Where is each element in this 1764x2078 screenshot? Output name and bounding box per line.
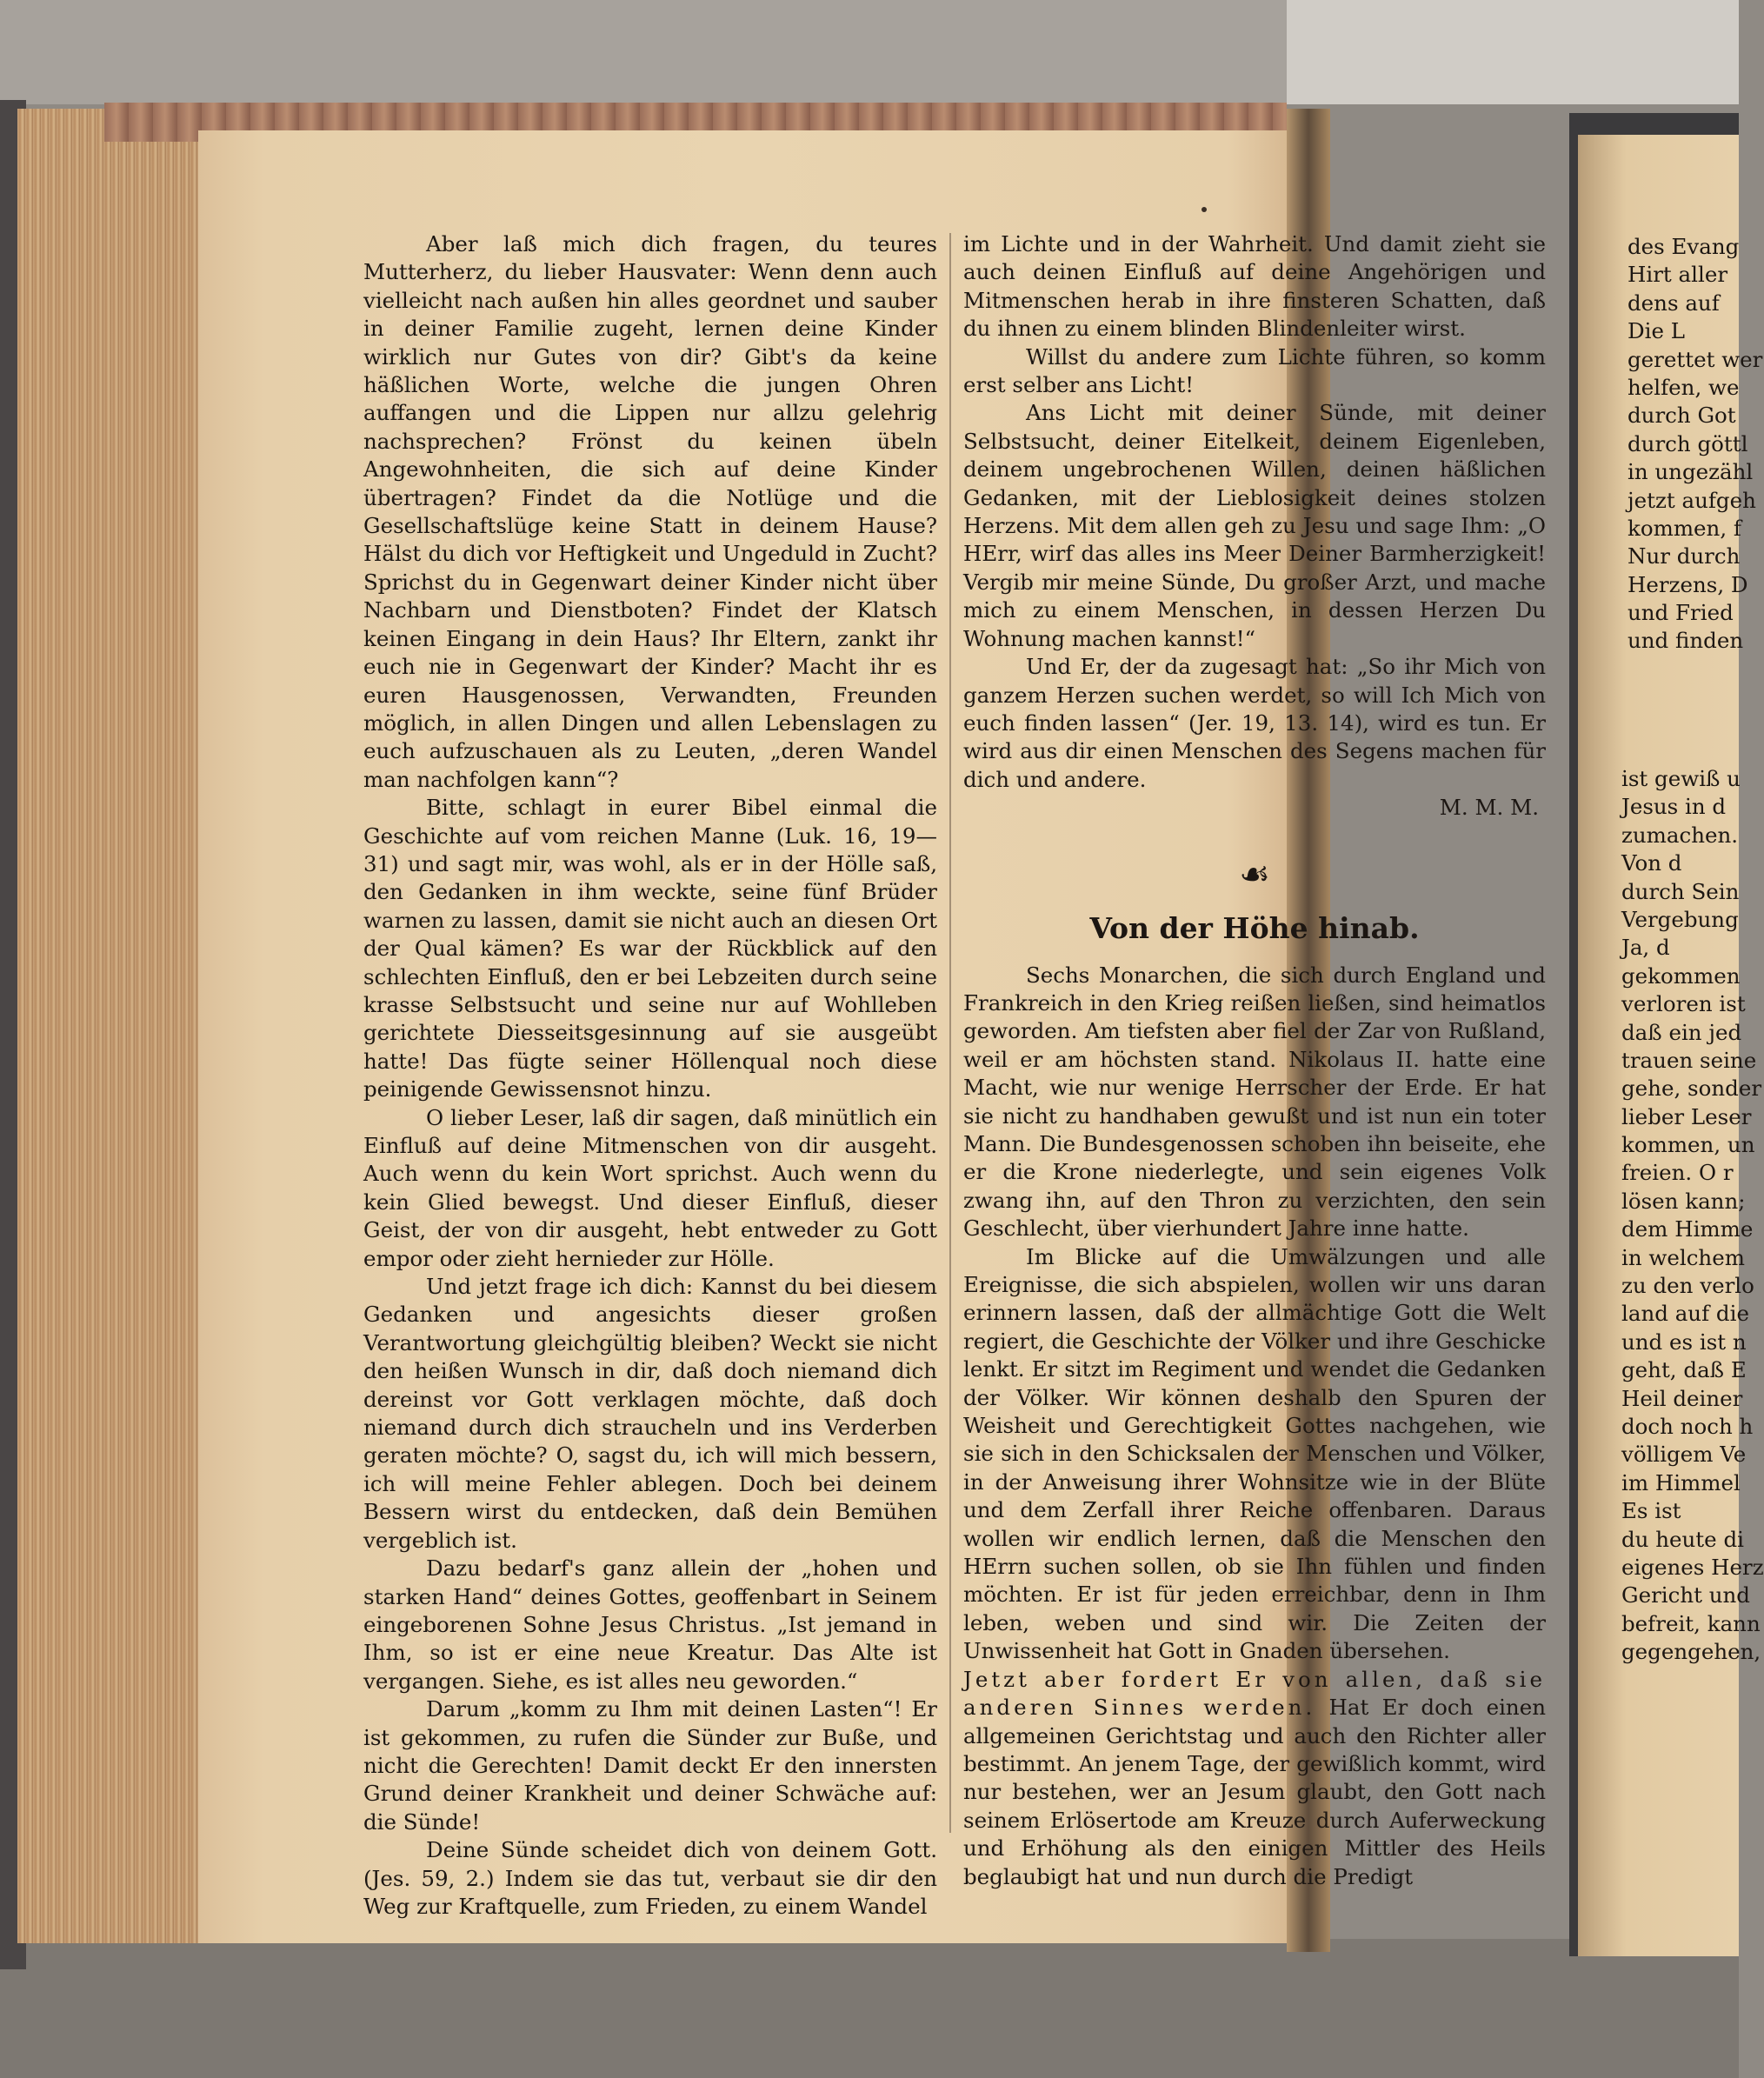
fragment-line: jetzt aufgeh bbox=[1628, 487, 1756, 513]
paragraph: Und jetzt frage ich dich: Kannst du bei diesem Gedanken und angesichts dieser großen Verantwortung gleichgültig bleiben? Weckt sie nicht den heißen Wunsch in dir, daß doch niemand dich dereinst vor Gott verklagen möchte, daß doch niemand durch dich straucheln und ins Verderben geraten möchte? O, sagst du, ich will mich bessern, ich will meine Fehler ablegen. Doch bei deinem Bessern wirst du entdecken, daß dein Bemühen vergeblich ist. bbox=[363, 1274, 937, 1553]
fragment-line: Heil deiner bbox=[1621, 1385, 1743, 1411]
paragraph: Dazu bedarf's ganz allein der „hohen und starken Hand“ deines Gottes, geoffenbart in Seinem eingeborenen Sohne Jesus Christus. „Ist jemand in Ihm, so ist er eine neue Kreatur. Das Alte ist vergangen. Siehe, es ist alles neu geworden.“ bbox=[363, 1555, 937, 1694]
scan-background-top-right bbox=[1287, 0, 1739, 104]
fragment-line: freien. O r bbox=[1621, 1160, 1734, 1186]
fragment-line: durch Got bbox=[1628, 403, 1736, 429]
spaced-emphasis: Jetzt aber fordert Er von allen, daß sie anderen Sinnes werden. bbox=[963, 1666, 1546, 1721]
fragment-line: gehe, sonder bbox=[1621, 1076, 1762, 1102]
page-stack-edge bbox=[17, 109, 200, 1943]
fragment-line: gekommen bbox=[1621, 962, 1741, 989]
fragment-line: in ungezähl bbox=[1628, 459, 1754, 485]
fragment-line: Es ist bbox=[1621, 1498, 1681, 1524]
fragment-line: verloren ist bbox=[1621, 991, 1746, 1017]
article-heading: Von der Höhe hinab. bbox=[1089, 910, 1420, 945]
text-column-middle bbox=[963, 230, 1546, 1891]
fragment-line: und finden bbox=[1628, 628, 1744, 654]
paragraph: Sechs Monarchen, die sich durch England und Frankreich in den Krieg reißen ließen, sind heimatlos geworden. Am tiefsten aber fiel der Zar von Rußland, weil er am höchsten stand. Nikolaus II. hatte eine Macht, wie nur wenige Herrscher der Erde. Er hat sie nicht zu handhaben gewußt und ist nun ein toter Mann. Die Bundesgenossen schoben ihn beiseite, ehe er die Krone niederlegte, und sein eigenes Volk zwang ihn, auf den Thron zu verzichten, den sein Geschlecht, über vierhundert Jahre inne hatte. bbox=[963, 962, 1546, 1242]
ornament-dot bbox=[1202, 207, 1207, 212]
fragment-line: ist gewiß u bbox=[1621, 766, 1741, 791]
paragraph: Ans Licht mit deiner Sünde, mit deiner Selbstsucht, deiner Eitelkeit, deinem Eigenleben, deinem ungebrochenen Willen, deinen häßlichen Gedanken, mit der Lieblosigkeit deines stolzen Herzens. Mit dem allen geh zu Jesu und sage Ihm: „O HErr, wirf das alles ins Meer Deiner Barmherzigkeit! Vergib mir meine Sünde, Du großer Arzt, und mache mich zu einem Menschen, in dessen Herzen Du Wohnung machen kannst!“ bbox=[963, 400, 1546, 651]
fragment-line: doch noch h bbox=[1621, 1413, 1754, 1439]
fragment-line: völligem Ve bbox=[1621, 1442, 1747, 1468]
fragment-line: dens auf bbox=[1628, 290, 1720, 316]
fragment-line: geht, daß E bbox=[1621, 1357, 1747, 1383]
fragment-line: durch Sein bbox=[1621, 878, 1740, 904]
scan-background-top bbox=[0, 0, 1287, 104]
paragraph: Aber laß mich dich fragen, du teures Mutterherz, du lieber Hausvater: Wenn denn auch vielleicht nach außen hin alles geordnet und sauber in deiner Familie zugeht, lernen deine Kinder wirklich nur Gutes von dir? Gibt's da keine häßlichen Worte, welche die jungen Ohren auffangen und die Lippen nur allzu gelehrig nachsprechen? Frönst du keinen übeln Angewohnheiten, die sich auf deine Kinder übertragen? Findet da die Notlüge und die Gesellschaftslüge keine Statt in deinem Hause? Hälst du dich vor Heftigkeit und Ungeduld in Zucht? Sprichst du in Gegenwart deiner Kinder nicht über Nachbarn und Dienstboten? Findet der Klatsch keinen Eingang in dein Haus? Ihr Eltern, zankt ihr euch nie in Gegenwart der Kinder? Macht ihr es euren Hausgenossen, Verwandten, Freunden möglich, in allen Dingen und allen Lebenslagen zu euch aufzuschauen als zu Leuten, „deren Wandel man nachfolgen kann“? bbox=[363, 231, 937, 792]
fragment-line: und Fried bbox=[1628, 600, 1734, 626]
paragraph: Im Blicke auf die Umwälzungen und alle Ereignisse, die sich abspielen, wollen wir uns daran erinnern lassen, daß der allmächtige Gott die Welt regiert, die Geschichte der Völker und ihre Geschicke lenkt. Er sitzt im Regiment und wendet die Gedanken der Völker. Wir können deshalb den Spuren der Weisheit und Gerechtigkeit Gottes nachgehen, wie sie sich in den Schicksalen der Menschen und Völker, in der Anweisung ihrer Wohnsitze wie in der Blüte und dem Zerfall ihrer Reiche offenbaren. Daraus wollen wir endlich lernen, daß die Menschen den HErrn suchen sollen, ob sie Ihn fühlen und finden möchten. Er ist für jeden erreichbar, denn in Ihm leben, weben und sind wir. Die Zeiten der Unwissenheit hat Gott in Gnaden übersehen. bbox=[963, 1243, 1546, 1664]
fragment-line: Nur durch bbox=[1628, 543, 1741, 569]
scan-background-bottom bbox=[0, 1939, 1739, 2078]
fragment-line: Hirt aller bbox=[1628, 262, 1728, 288]
fragment-line: im Himmel bbox=[1621, 1469, 1741, 1495]
fragment-line: Ja, d bbox=[1621, 935, 1670, 961]
fragment-line: zumachen. bbox=[1621, 822, 1739, 848]
fragment-line: befreit, kann bbox=[1621, 1610, 1761, 1636]
fragment-line: gerettet wer bbox=[1628, 346, 1763, 372]
fragment-line: des Evang bbox=[1628, 234, 1740, 259]
fragment-line: daß ein jed bbox=[1621, 1019, 1742, 1045]
fragment-line: kommen, un bbox=[1621, 1132, 1755, 1158]
fragment-line: kommen, f bbox=[1628, 515, 1741, 541]
paragraph: Deine Sünde scheidet dich von deinem Gott. (Jes. 59, 2.) Indem sie das tut, verbaut sie dir den Weg zur Kraftquelle, zum Frieden, zu einem Wandel bbox=[363, 1837, 937, 1919]
paragraph-continued bbox=[963, 1666, 1546, 1891]
fragment-line: lösen kann; bbox=[1621, 1188, 1746, 1214]
paragraph: O lieber Leser, laß dir sagen, daß minütlich ein Einfluß auf deine Mitmenschen von dir ausgeht. Auch wenn du kein Wort sprichst. Auch wenn du kein Glied bewegst. Und dieser Einfluß, dieser Geist, der von dir ausgeht, hebt entweder zu Gott empor oder zieht hernieder zur Hölle. bbox=[363, 1104, 937, 1271]
article-signature: M. M. M. bbox=[1439, 795, 1539, 821]
text-column-right-fragment-bottom bbox=[1621, 765, 1764, 1667]
paragraph: Bitte, schlagt in eurer Bibel einmal die Geschichte auf vom reichen Manne (Luk. 16, 19—31) und sagt mir, was wohl, als er in der Hölle saß, den Gedanken in ihm weckte, seine fünf Brüder warnen zu lassen, damit sie nicht auch an diesen Ort der Qual kämen? Es war der Rückblick auf den schlechten Einfluß, den er bei Lebzeiten durch seine krasse Selbstsucht und seine nur auf Wohlleben gerichtete Diesseitsgesinnung auf sie ausgeübt hatte! Das fügte seiner Höllenqual noch diese peinigende Gewissensnot hinzu. bbox=[363, 795, 937, 1102]
fragment-line: eigenes Herz bbox=[1621, 1554, 1764, 1580]
paragraph-tail: Hat Er doch einen allgemeinen Gerichtstag und auch den Richter aller bestimmt. An jenem Tage, der gewißlich kommt, wird nur bestehen, wer an Jesum glaubt, den Gott nach seinem Erlösertode am Kreuze durch Auferweckung und Erhöhung als den einigen Mittler des Heils beglaubigt hat und nun durch die Predigt bbox=[963, 1695, 1546, 1889]
fragment-line: Herzens, D bbox=[1628, 571, 1748, 597]
fragment-line: Gericht und bbox=[1621, 1582, 1750, 1608]
fragment-line: lieber Leser bbox=[1621, 1103, 1752, 1129]
text-column-right-fragment-top bbox=[1628, 233, 1763, 656]
paragraph: Darum „komm zu Ihm mit deinen Lasten“! Er ist gekommen, zu rufen die Sünder zur Buße, und nicht die Gerechten! Damit deckt Er den innersten Grund deiner Krankheit und deiner Schwäche auf: die Sünde! bbox=[363, 1696, 937, 1835]
fragment-line: zu den verlo bbox=[1621, 1273, 1754, 1299]
fragment-line: du heute di bbox=[1621, 1526, 1744, 1552]
fragment-line: helfen, we bbox=[1628, 374, 1740, 400]
column-rule bbox=[949, 233, 951, 1833]
fragment-line: Von d bbox=[1621, 850, 1682, 876]
fragment-line: Jesus in d bbox=[1621, 794, 1727, 820]
fragment-line: Vergebung bbox=[1621, 906, 1739, 932]
fragment-line: durch göttl bbox=[1628, 430, 1748, 456]
paragraph: Willst du andere zum Lichte führen, so komm erst selber ans Licht! bbox=[963, 343, 1546, 398]
fragment-line: trauen seine bbox=[1621, 1047, 1757, 1073]
fragment-line: Die L bbox=[1628, 318, 1686, 344]
paragraph: im Lichte und in der Wahrheit. Und damit zieht sie auch deinen Einfluß auf deine Angehörigen und Mitmenschen herab in ihre finsteren Schatten, daß du ihnen zu einem blinden Blindenleiter wirst. bbox=[963, 231, 1546, 342]
text-column-left bbox=[363, 230, 937, 1921]
fragment-line: land auf die bbox=[1621, 1301, 1749, 1327]
fleuron-ornament: ☙ bbox=[1239, 854, 1270, 895]
fragment-line: dem Himme bbox=[1621, 1216, 1754, 1242]
fragment-line: gegengehen, bbox=[1621, 1639, 1761, 1665]
fragment-line: in welchem bbox=[1621, 1244, 1745, 1270]
paragraph: Und Er, der da zugesagt hat: „So ihr Mich von ganzem Herzen suchen werdet, so will Ich Mich von euch finden lassen“ (Jer. 19, 13. 14), wird es tun. Er wird aus dir einen Menschen des Segens machen für dich und andere. bbox=[963, 654, 1546, 792]
fragment-line: und es ist n bbox=[1621, 1329, 1747, 1355]
